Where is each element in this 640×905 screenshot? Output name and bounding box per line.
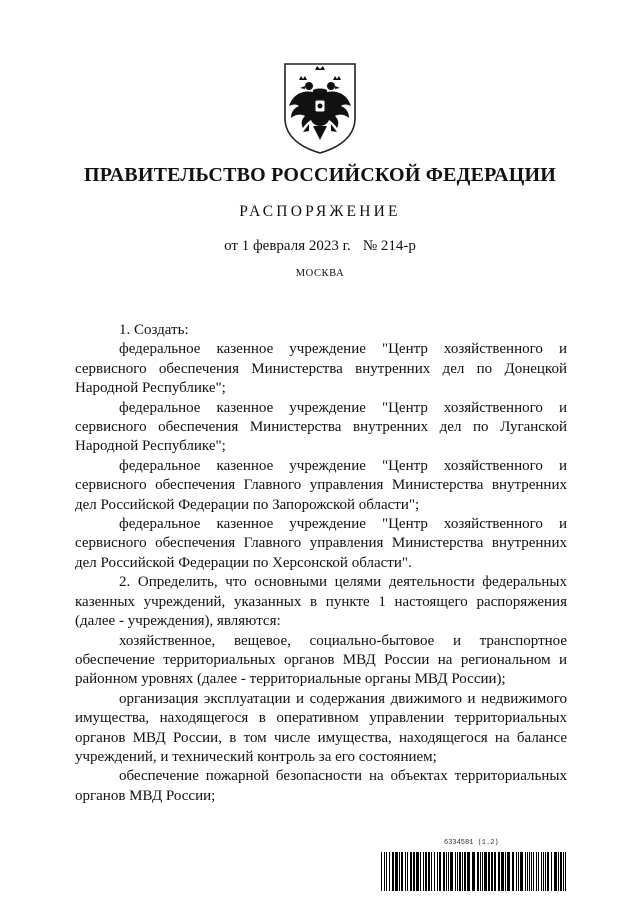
paragraph: хозяйственное, вещевое, социально-бытовое и транспортное обеспечение территориальных органов МВД России на региональном и районном уровнях (далее - территориальные органы МВД России); [75, 632, 567, 688]
organization-title: ПРАВИТЕЛЬСТВО РОССИЙСКОЙ ФЕДЕРАЦИИ [84, 164, 556, 186]
paragraph: федеральное казенное учреждение "Центр хозяйственного и сервисного обеспечения Министерства внутренних дел по Луганской Народной Республике"; [75, 399, 567, 455]
document-date: от 1 февраля 2023 г. [224, 238, 351, 254]
paragraph: федеральное казенное учреждение "Центр хозяйственного и сервисного обеспечения Главного управления Министерства внутренних дел Российской Федерации по Херсонской области". [75, 516, 567, 571]
paragraph: 2. Определить, что основными целями деятельности федеральных казенных учреждений, указанных в пункте 1 настоящего распоряжения (далее - учреждения), являются: [75, 574, 567, 630]
document-number: № 214-р [362, 238, 416, 254]
barcode-number: 6334581 (1.2) [444, 839, 499, 847]
coat-of-arms-icon [279, 60, 361, 155]
paragraph: организация эксплуатации и содержания движимого и недвижимого имущества, находящегося в оперативном управлении территориальных органов МВД России, в том числе имущества, находящегося на балансе учреждений, и технический контроль за его состоянием; [75, 690, 567, 765]
paragraph: 1. Создать: [119, 322, 189, 338]
barcode-icon [381, 846, 567, 891]
document-type: РАСПОРЯЖЕНИЕ [239, 203, 401, 220]
document-body [75, 321, 567, 806]
paragraph: федеральное казенное учреждение "Центр хозяйственного и сервисного обеспечения Главного управления Министерства внутренних дел Российской Федерации по Запорожской области"; [75, 457, 567, 513]
city: МОСКВА [295, 268, 345, 279]
date-number-line [0, 238, 640, 255]
paragraph: федеральное казенное учреждение "Центр хозяйственного и сервисного обеспечения Министерства внутренних дел по Донецкой Народной Республике"; [75, 341, 567, 397]
paragraph: обеспечение пожарной безопасности на объектах территориальных органов МВД России; [75, 768, 567, 804]
